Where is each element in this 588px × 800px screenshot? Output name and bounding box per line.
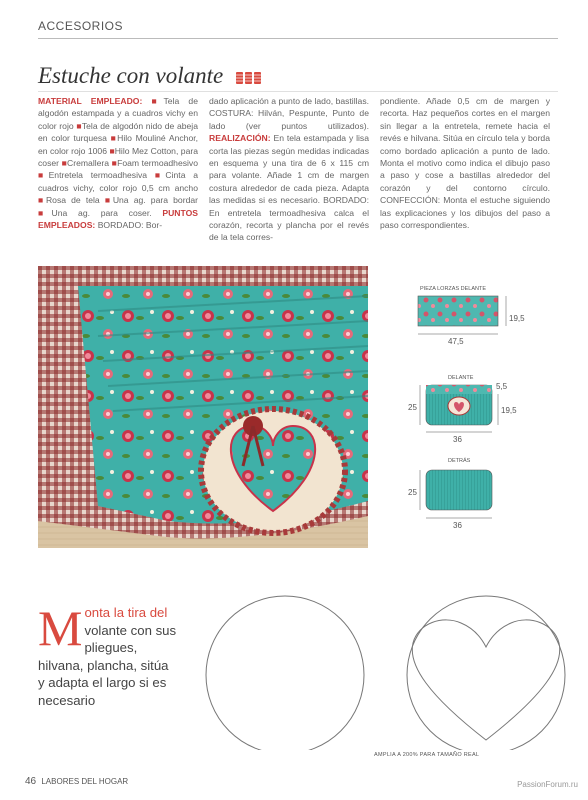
circle-template — [206, 596, 364, 750]
delante-label: DELANTE — [448, 375, 474, 381]
material-item: Entretela termoadhesiva — [48, 170, 148, 181]
templates — [203, 595, 573, 750]
delante-width-dim: 36 — [453, 435, 462, 444]
section-label: ACCESORIOS — [38, 19, 124, 33]
watermark: PassionForum.ru — [517, 780, 578, 789]
title-divider — [38, 91, 558, 92]
material-item: Tela de algodón nido de abeja en color turquesa — [38, 120, 198, 144]
stitches-text: BORDADO: Bor- — [97, 220, 163, 231]
material-item: Hilo Mouliné Anchor, en color rojo 1006 — [38, 133, 199, 156]
spools-icon — [235, 71, 263, 85]
drop-cap: M — [38, 600, 83, 656]
product-photo — [38, 266, 368, 548]
pull-quote-first: onta la tira del — [84, 605, 168, 620]
instructions-column-2 — [380, 95, 550, 231]
magazine-name: LABORES DEL HOGAR — [41, 777, 129, 786]
delante-top-dim: 5,5 — [496, 382, 508, 391]
detras-label: DETRÁS — [448, 458, 471, 464]
stitches-label: PUNTOS EMPLEADOS: — [38, 207, 198, 231]
material-item: Una ag. para coser. — [51, 207, 152, 218]
pieza-label: PIEZA LORZAS DELANTE — [420, 286, 487, 292]
material-item: Cremallera — [67, 158, 110, 169]
material-item: Rosa de tela — [45, 195, 100, 206]
materials-label: MATERIAL EMPLEADO: — [38, 96, 143, 106]
header-divider — [38, 38, 558, 39]
material-item: Una ag. para bordar — [112, 195, 198, 206]
pattern-diagrams — [408, 282, 538, 542]
detras-width-dim: 36 — [453, 521, 462, 530]
instructions-column-1 — [209, 95, 369, 244]
page-footer — [25, 776, 128, 787]
detras-shape — [426, 470, 492, 510]
delante-left-dim: 25 — [408, 403, 417, 412]
article-title-text: Estuche con volante — [38, 63, 224, 88]
page-number: 46 — [25, 776, 37, 787]
material-item: Foam termoadhesivo — [117, 158, 199, 169]
detras-left-dim: 25 — [408, 488, 417, 497]
instructions-continued: pondiente. Añade 0,5 cm de margen y recorta. Haz pequeños cortes en el margen sin llegar a la entretela, remete hacia el revés e hilvana. Sitúa en círculo tela y borda como bordado aplicación a punto de lado. Monta el motivo como indica el dibujo paso a paso y cose a bastillas alrededor del corazón y del contorno círculo. CONFECCIÓN: Monta el estuche siguiendo las explicaciones y los dibujos del paso a paso correspondientes. — [380, 96, 550, 231]
pieza-width: 47,5 — [448, 337, 464, 346]
stitches-continued: dado aplicación a punto de lado, bastillas. COSTURA: Hilván, Pespunte, Punto de lado (ver puntos utilizados). — [209, 96, 369, 131]
delante-right-dim: 19,5 — [501, 406, 517, 415]
article-title — [38, 63, 263, 89]
heart-template — [412, 620, 559, 740]
realizacion-label: REALIZACIÓN: — [209, 133, 271, 144]
pieza-lorzas-shape — [418, 296, 498, 326]
pieza-height: 19,5 — [509, 314, 525, 323]
pull-quote — [38, 600, 178, 709]
material-item: Tela de algodón estampada y a cuadros vichy en color rojo — [38, 96, 198, 131]
pull-quote-rest: volante con sus pliegues, hilvana, plancha, sitúa y adapta el largo si es necesario — [38, 622, 177, 708]
heart-circle-template — [407, 596, 565, 750]
material-item: Cinta a cuadros vichy, color rojo 0,5 cm ancho — [38, 170, 198, 193]
templates-caption: AMPLIA A 200% PARA TAMAÑO REAL — [374, 752, 480, 758]
materials-column: MATERIAL EMPLEADO: ■Tela de algodón estampada y a cuadros vichy en color rojo ■Tela de algodón nido de abeja en color turquesa ■Hilo Mouliné Anchor, en color rojo 1006 ■Hilo Mez Cotton, para coser ■Cremallera ■Foam termoadhesivo ■Entretela termoadhesiva ■Cinta a cuadros vichy, color rojo 0,5 cm ancho ■Rosa de tela ■Una ag. para bordar ■Una ag. para coser. PUNTOS EMPLEADOS: BORDADO: Bor- — [38, 96, 199, 231]
realizacion-text: En tela estampada y lisa corta las piezas según medidas indicadas en esquema y una tira de 6 x 115 cm para volante. Añade 1 cm de margen costura alrededor de cada pieza. Adapta las medidas si es necesario. BORDADO: En entretela termoadhesiva calca el corazón, recorta y plancha por el revés de la tela corres- — [209, 133, 369, 243]
material-item: Hilo Mez Cotton, para coser — [38, 145, 198, 169]
